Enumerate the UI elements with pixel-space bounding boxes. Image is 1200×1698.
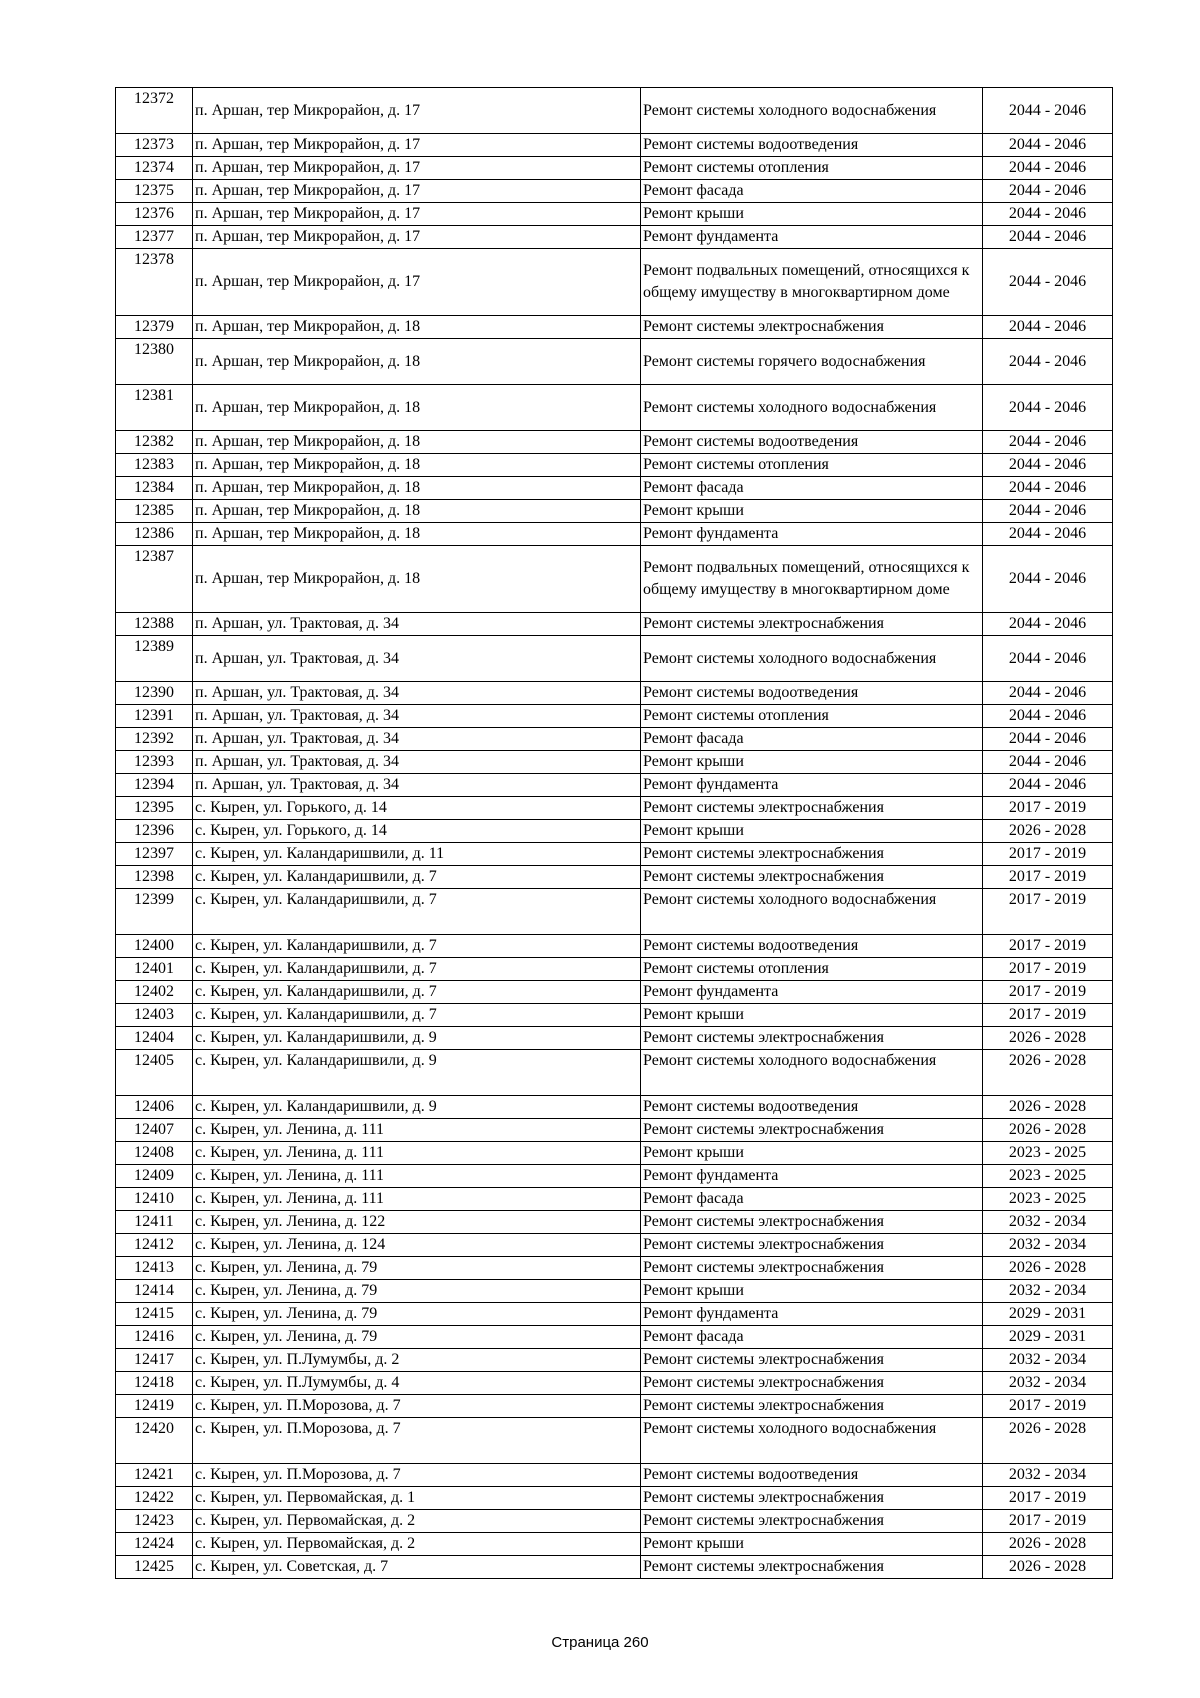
address-cell: п. Аршан, тер Микрорайон, д. 17: [193, 88, 641, 134]
table-row: [116, 935, 1113, 958]
work-type-cell: Ремонт системы отопления: [641, 454, 983, 477]
address-cell: п. Аршан, ул. Трактовая, д. 34: [193, 751, 641, 774]
work-type-cell: Ремонт фасада: [641, 180, 983, 203]
row-number-cell: 12408: [116, 1142, 193, 1165]
address-cell: с. Кырен, ул. П.Морозова, д. 7: [193, 1418, 641, 1464]
row-number-cell: 12395: [116, 797, 193, 820]
period-cell: 2044 - 2046: [983, 203, 1113, 226]
row-number-cell: 12384: [116, 477, 193, 500]
table-row: [116, 866, 1113, 889]
work-type-cell: Ремонт крыши: [641, 500, 983, 523]
address-cell: с. Кырен, ул. Каландаришвили, д. 7: [193, 935, 641, 958]
period-cell: 2044 - 2046: [983, 180, 1113, 203]
row-number-cell: 12380: [116, 339, 193, 385]
row-number-cell: 12387: [116, 546, 193, 613]
row-number-cell: 12406: [116, 1096, 193, 1119]
work-type-cell: Ремонт системы водоотведения: [641, 935, 983, 958]
period-cell: 2044 - 2046: [983, 500, 1113, 523]
row-number-cell: 12375: [116, 180, 193, 203]
table-row: [116, 1027, 1113, 1050]
table-row: [116, 1280, 1113, 1303]
work-type-cell: Ремонт фундамента: [641, 523, 983, 546]
row-number-cell: 12409: [116, 1165, 193, 1188]
address-cell: с. Кырен, ул. Каландаришвили, д. 7: [193, 889, 641, 935]
address-cell: с. Кырен, ул. П.Лумумбы, д. 4: [193, 1372, 641, 1395]
table-row: [116, 751, 1113, 774]
row-number-cell: 12403: [116, 1004, 193, 1027]
work-type-cell: Ремонт системы водоотведения: [641, 682, 983, 705]
work-type-cell: Ремонт системы холодного водоснабжения: [641, 1418, 983, 1464]
table-row: [116, 1050, 1113, 1096]
row-number-cell: 12394: [116, 774, 193, 797]
table-row: [116, 88, 1113, 134]
row-number-cell: 12411: [116, 1211, 193, 1234]
repair-schedule-table: [115, 87, 1113, 1579]
table-row: [116, 1464, 1113, 1487]
period-cell: 2044 - 2046: [983, 523, 1113, 546]
table-row: [116, 774, 1113, 797]
row-number-cell: 12417: [116, 1349, 193, 1372]
work-type-cell: Ремонт системы электроснабжения: [641, 1119, 983, 1142]
table-row: [116, 1119, 1113, 1142]
table-row: [116, 1142, 1113, 1165]
row-number-cell: 12422: [116, 1487, 193, 1510]
work-type-cell: Ремонт фасада: [641, 1188, 983, 1211]
table-row: [116, 500, 1113, 523]
row-number-cell: 12410: [116, 1188, 193, 1211]
period-cell: 2044 - 2046: [983, 88, 1113, 134]
table-row: [116, 1326, 1113, 1349]
address-cell: с. Кырен, ул. Каландаришвили, д. 9: [193, 1050, 641, 1096]
row-number-cell: 12425: [116, 1556, 193, 1579]
work-type-cell: Ремонт крыши: [641, 203, 983, 226]
address-cell: п. Аршан, тер Микрорайон, д. 17: [193, 203, 641, 226]
address-cell: с. Кырен, ул. Каландаришвили, д. 7: [193, 981, 641, 1004]
address-cell: с. Кырен, ул. П.Лумумбы, д. 2: [193, 1349, 641, 1372]
period-cell: 2044 - 2046: [983, 431, 1113, 454]
period-cell: 2026 - 2028: [983, 1418, 1113, 1464]
address-cell: с. Кырен, ул. Ленина, д. 79: [193, 1303, 641, 1326]
period-cell: 2032 - 2034: [983, 1372, 1113, 1395]
address-cell: п. Аршан, тер Микрорайон, д. 18: [193, 431, 641, 454]
table-row: [116, 249, 1113, 316]
work-type-cell: Ремонт системы электроснабжения: [641, 1395, 983, 1418]
work-type-cell: Ремонт крыши: [641, 1142, 983, 1165]
row-number-cell: 12421: [116, 1464, 193, 1487]
period-cell: 2044 - 2046: [983, 339, 1113, 385]
period-cell: 2017 - 2019: [983, 797, 1113, 820]
address-cell: с. Кырен, ул. Первомайская, д. 2: [193, 1510, 641, 1533]
address-cell: с. Кырен, ул. Каландаришвили, д. 9: [193, 1096, 641, 1119]
period-cell: 2017 - 2019: [983, 935, 1113, 958]
table-row: [116, 1418, 1113, 1464]
address-cell: п. Аршан, тер Микрорайон, д. 17: [193, 157, 641, 180]
table-row: [116, 134, 1113, 157]
work-type-cell: Ремонт системы электроснабжения: [641, 1257, 983, 1280]
period-cell: 2029 - 2031: [983, 1326, 1113, 1349]
work-type-cell: Ремонт системы холодного водоснабжения: [641, 88, 983, 134]
work-type-cell: Ремонт фундамента: [641, 774, 983, 797]
row-number-cell: 12377: [116, 226, 193, 249]
period-cell: 2032 - 2034: [983, 1280, 1113, 1303]
work-type-cell: Ремонт крыши: [641, 751, 983, 774]
table-row: [116, 1556, 1113, 1579]
address-cell: с. Кырен, ул. П.Морозова, д. 7: [193, 1464, 641, 1487]
table-row: [116, 1533, 1113, 1556]
row-number-cell: 12413: [116, 1257, 193, 1280]
table-row: [116, 1395, 1113, 1418]
address-cell: п. Аршан, тер Микрорайон, д. 18: [193, 385, 641, 431]
row-number-cell: 12416: [116, 1326, 193, 1349]
row-number-cell: 12414: [116, 1280, 193, 1303]
table-row: [116, 682, 1113, 705]
address-cell: п. Аршан, тер Микрорайон, д. 18: [193, 316, 641, 339]
row-number-cell: 12401: [116, 958, 193, 981]
table-row: [116, 477, 1113, 500]
row-number-cell: 12412: [116, 1234, 193, 1257]
table-row: [116, 636, 1113, 682]
row-number-cell: 12381: [116, 385, 193, 431]
address-cell: с. Кырен, ул. Ленина, д. 79: [193, 1280, 641, 1303]
work-type-cell: Ремонт системы отопления: [641, 958, 983, 981]
row-number-cell: 12391: [116, 705, 193, 728]
period-cell: 2017 - 2019: [983, 843, 1113, 866]
work-type-cell: Ремонт фундамента: [641, 1303, 983, 1326]
row-number-cell: 12398: [116, 866, 193, 889]
row-number-cell: 12396: [116, 820, 193, 843]
period-cell: 2026 - 2028: [983, 1257, 1113, 1280]
period-cell: 2017 - 2019: [983, 1395, 1113, 1418]
address-cell: с. Кырен, ул. Каландаришвили, д. 7: [193, 958, 641, 981]
period-cell: 2044 - 2046: [983, 751, 1113, 774]
work-type-cell: Ремонт крыши: [641, 1004, 983, 1027]
row-number-cell: 12423: [116, 1510, 193, 1533]
work-type-cell: Ремонт системы электроснабжения: [641, 843, 983, 866]
address-cell: п. Аршан, тер Микрорайон, д. 18: [193, 500, 641, 523]
period-cell: 2044 - 2046: [983, 613, 1113, 636]
table-row: [116, 1234, 1113, 1257]
table-row: [116, 843, 1113, 866]
row-number-cell: 12407: [116, 1119, 193, 1142]
table-body: [116, 88, 1113, 1579]
work-type-cell: Ремонт системы электроснабжения: [641, 866, 983, 889]
address-cell: с. Кырен, ул. Горького, д. 14: [193, 797, 641, 820]
row-number-cell: 12389: [116, 636, 193, 682]
work-type-cell: Ремонт фундамента: [641, 1165, 983, 1188]
work-type-cell: Ремонт фасада: [641, 728, 983, 751]
table-row: [116, 1165, 1113, 1188]
address-cell: п. Аршан, тер Микрорайон, д. 17: [193, 180, 641, 203]
work-type-cell: Ремонт системы водоотведения: [641, 1096, 983, 1119]
work-type-cell: Ремонт подвальных помещений, относящихся к общему имуществу в многоквартирном доме: [641, 249, 983, 316]
work-type-cell: Ремонт системы отопления: [641, 157, 983, 180]
period-cell: 2026 - 2028: [983, 1533, 1113, 1556]
work-type-cell: Ремонт системы электроснабжения: [641, 797, 983, 820]
address-cell: п. Аршан, тер Микрорайон, д. 18: [193, 477, 641, 500]
period-cell: 2044 - 2046: [983, 226, 1113, 249]
period-cell: 2017 - 2019: [983, 889, 1113, 935]
table-row: [116, 339, 1113, 385]
work-type-cell: Ремонт системы водоотведения: [641, 1464, 983, 1487]
work-type-cell: Ремонт фасада: [641, 1326, 983, 1349]
table-row: [116, 385, 1113, 431]
address-cell: с. Кырен, ул. Ленина, д. 79: [193, 1257, 641, 1280]
period-cell: 2032 - 2034: [983, 1234, 1113, 1257]
row-number-cell: 12399: [116, 889, 193, 935]
table-row: [116, 1349, 1113, 1372]
work-type-cell: Ремонт подвальных помещений, относящихся к общему имуществу в многоквартирном доме: [641, 546, 983, 613]
work-type-cell: Ремонт фундамента: [641, 226, 983, 249]
period-cell: 2044 - 2046: [983, 705, 1113, 728]
address-cell: с. Кырен, ул. Ленина, д. 111: [193, 1119, 641, 1142]
table-row: [116, 431, 1113, 454]
page-number: Страница 260: [551, 1634, 649, 1651]
work-type-cell: Ремонт крыши: [641, 1280, 983, 1303]
work-type-cell: Ремонт системы водоотведения: [641, 431, 983, 454]
row-number-cell: 12400: [116, 935, 193, 958]
address-cell: п. Аршан, тер Микрорайон, д. 18: [193, 523, 641, 546]
address-cell: с. Кырен, ул. Ленина, д. 111: [193, 1188, 641, 1211]
row-number-cell: 12383: [116, 454, 193, 477]
work-type-cell: Ремонт системы электроснабжения: [641, 1234, 983, 1257]
period-cell: 2044 - 2046: [983, 134, 1113, 157]
work-type-cell: Ремонт системы отопления: [641, 705, 983, 728]
address-cell: с. Кырен, ул. Советская, д. 7: [193, 1556, 641, 1579]
period-cell: 2017 - 2019: [983, 1487, 1113, 1510]
row-number-cell: 12405: [116, 1050, 193, 1096]
table-row: [116, 1257, 1113, 1280]
table-row: [116, 820, 1113, 843]
row-number-cell: 12397: [116, 843, 193, 866]
table-row: [116, 981, 1113, 1004]
address-cell: с. Кырен, ул. Первомайская, д. 2: [193, 1533, 641, 1556]
address-cell: п. Аршан, тер Микрорайон, д. 18: [193, 454, 641, 477]
period-cell: 2026 - 2028: [983, 1096, 1113, 1119]
table-row: [116, 180, 1113, 203]
work-type-cell: Ремонт крыши: [641, 820, 983, 843]
period-cell: 2026 - 2028: [983, 1050, 1113, 1096]
work-type-cell: Ремонт системы холодного водоснабжения: [641, 385, 983, 431]
row-number-cell: 12382: [116, 431, 193, 454]
row-number-cell: 12379: [116, 316, 193, 339]
period-cell: 2044 - 2046: [983, 477, 1113, 500]
table-row: [116, 1487, 1113, 1510]
table-row: [116, 1188, 1113, 1211]
period-cell: 2017 - 2019: [983, 866, 1113, 889]
period-cell: 2017 - 2019: [983, 958, 1113, 981]
table-row: [116, 1510, 1113, 1533]
period-cell: 2017 - 2019: [983, 981, 1113, 1004]
address-cell: п. Аршан, тер Микрорайон, д. 17: [193, 134, 641, 157]
table-row: [116, 523, 1113, 546]
address-cell: п. Аршан, тер Микрорайон, д. 18: [193, 339, 641, 385]
row-number-cell: 12402: [116, 981, 193, 1004]
table-row: [116, 203, 1113, 226]
work-type-cell: Ремонт системы водоотведения: [641, 134, 983, 157]
table-row: [116, 958, 1113, 981]
address-cell: с. Кырен, ул. Каландаришвили, д. 7: [193, 1004, 641, 1027]
table-row: [116, 728, 1113, 751]
row-number-cell: 12373: [116, 134, 193, 157]
period-cell: 2032 - 2034: [983, 1349, 1113, 1372]
table-row: [116, 1004, 1113, 1027]
row-number-cell: 12374: [116, 157, 193, 180]
table-row: [116, 613, 1113, 636]
work-type-cell: Ремонт фундамента: [641, 981, 983, 1004]
period-cell: 2044 - 2046: [983, 157, 1113, 180]
address-cell: с. Кырен, ул. Каландаришвили, д. 11: [193, 843, 641, 866]
table-row: [116, 1211, 1113, 1234]
address-cell: с. Кырен, ул. Каландаришвили, д. 9: [193, 1027, 641, 1050]
address-cell: с. Кырен, ул. Ленина, д. 122: [193, 1211, 641, 1234]
work-type-cell: Ремонт системы холодного водоснабжения: [641, 889, 983, 935]
work-type-cell: Ремонт системы холодного водоснабжения: [641, 636, 983, 682]
row-number-cell: 12392: [116, 728, 193, 751]
address-cell: с. Кырен, ул. Ленина, д. 111: [193, 1165, 641, 1188]
address-cell: с. Кырен, ул. П.Морозова, д. 7: [193, 1395, 641, 1418]
table-row: [116, 797, 1113, 820]
work-type-cell: Ремонт системы электроснабжения: [641, 1510, 983, 1533]
period-cell: 2023 - 2025: [983, 1142, 1113, 1165]
row-number-cell: 12376: [116, 203, 193, 226]
row-number-cell: 12372: [116, 88, 193, 134]
period-cell: 2032 - 2034: [983, 1211, 1113, 1234]
table-row: [116, 454, 1113, 477]
period-cell: 2026 - 2028: [983, 1556, 1113, 1579]
address-cell: п. Аршан, ул. Трактовая, д. 34: [193, 682, 641, 705]
work-type-cell: Ремонт системы холодного водоснабжения: [641, 1050, 983, 1096]
address-cell: с. Кырен, ул. Ленина, д. 124: [193, 1234, 641, 1257]
period-cell: 2023 - 2025: [983, 1165, 1113, 1188]
table-row: [116, 1372, 1113, 1395]
period-cell: 2026 - 2028: [983, 1027, 1113, 1050]
work-type-cell: Ремонт крыши: [641, 1533, 983, 1556]
address-cell: п. Аршан, тер Микрорайон, д. 17: [193, 249, 641, 316]
address-cell: п. Аршан, тер Микрорайон, д. 17: [193, 226, 641, 249]
address-cell: п. Аршан, тер Микрорайон, д. 18: [193, 546, 641, 613]
address-cell: с. Кырен, ул. Ленина, д. 111: [193, 1142, 641, 1165]
work-type-cell: Ремонт системы электроснабжения: [641, 316, 983, 339]
work-type-cell: Ремонт фасада: [641, 477, 983, 500]
work-type-cell: Ремонт системы электроснабжения: [641, 1349, 983, 1372]
address-cell: с. Кырен, ул. Каландаришвили, д. 7: [193, 866, 641, 889]
address-cell: с. Кырен, ул. Ленина, д. 79: [193, 1326, 641, 1349]
row-number-cell: 12393: [116, 751, 193, 774]
row-number-cell: 12415: [116, 1303, 193, 1326]
table-row: [116, 546, 1113, 613]
period-cell: 2017 - 2019: [983, 1004, 1113, 1027]
row-number-cell: 12386: [116, 523, 193, 546]
period-cell: 2044 - 2046: [983, 249, 1113, 316]
work-type-cell: Ремонт системы электроснабжения: [641, 1372, 983, 1395]
period-cell: 2044 - 2046: [983, 682, 1113, 705]
table-row: [116, 1096, 1113, 1119]
period-cell: 2044 - 2046: [983, 636, 1113, 682]
work-type-cell: Ремонт системы электроснабжения: [641, 1487, 983, 1510]
period-cell: 2044 - 2046: [983, 546, 1113, 613]
row-number-cell: 12378: [116, 249, 193, 316]
address-cell: п. Аршан, ул. Трактовая, д. 34: [193, 774, 641, 797]
period-cell: 2044 - 2046: [983, 728, 1113, 751]
work-type-cell: Ремонт системы электроснабжения: [641, 1027, 983, 1050]
row-number-cell: 12424: [116, 1533, 193, 1556]
period-cell: 2026 - 2028: [983, 1119, 1113, 1142]
work-type-cell: Ремонт системы электроснабжения: [641, 1556, 983, 1579]
address-cell: п. Аршан, ул. Трактовая, д. 34: [193, 728, 641, 751]
row-number-cell: 12420: [116, 1418, 193, 1464]
table-row: [116, 316, 1113, 339]
table-row: [116, 1303, 1113, 1326]
address-cell: с. Кырен, ул. Горького, д. 14: [193, 820, 641, 843]
period-cell: 2044 - 2046: [983, 454, 1113, 477]
address-cell: п. Аршан, ул. Трактовая, д. 34: [193, 636, 641, 682]
period-cell: 2044 - 2046: [983, 316, 1113, 339]
work-type-cell: Ремонт системы горячего водоснабжения: [641, 339, 983, 385]
period-cell: 2023 - 2025: [983, 1188, 1113, 1211]
table-row: [116, 889, 1113, 935]
address-cell: п. Аршан, ул. Трактовая, д. 34: [193, 705, 641, 728]
work-type-cell: Ремонт системы электроснабжения: [641, 613, 983, 636]
period-cell: 2026 - 2028: [983, 820, 1113, 843]
period-cell: 2044 - 2046: [983, 774, 1113, 797]
period-cell: 2044 - 2046: [983, 385, 1113, 431]
row-number-cell: 12419: [116, 1395, 193, 1418]
row-number-cell: 12418: [116, 1372, 193, 1395]
address-cell: с. Кырен, ул. Первомайская, д. 1: [193, 1487, 641, 1510]
row-number-cell: 12388: [116, 613, 193, 636]
row-number-cell: 12390: [116, 682, 193, 705]
period-cell: 2017 - 2019: [983, 1510, 1113, 1533]
period-cell: 2029 - 2031: [983, 1303, 1113, 1326]
row-number-cell: 12385: [116, 500, 193, 523]
work-type-cell: Ремонт системы электроснабжения: [641, 1211, 983, 1234]
table-row: [116, 705, 1113, 728]
period-cell: 2032 - 2034: [983, 1464, 1113, 1487]
table-row: [116, 226, 1113, 249]
table-row: [116, 157, 1113, 180]
row-number-cell: 12404: [116, 1027, 193, 1050]
address-cell: п. Аршан, ул. Трактовая, д. 34: [193, 613, 641, 636]
